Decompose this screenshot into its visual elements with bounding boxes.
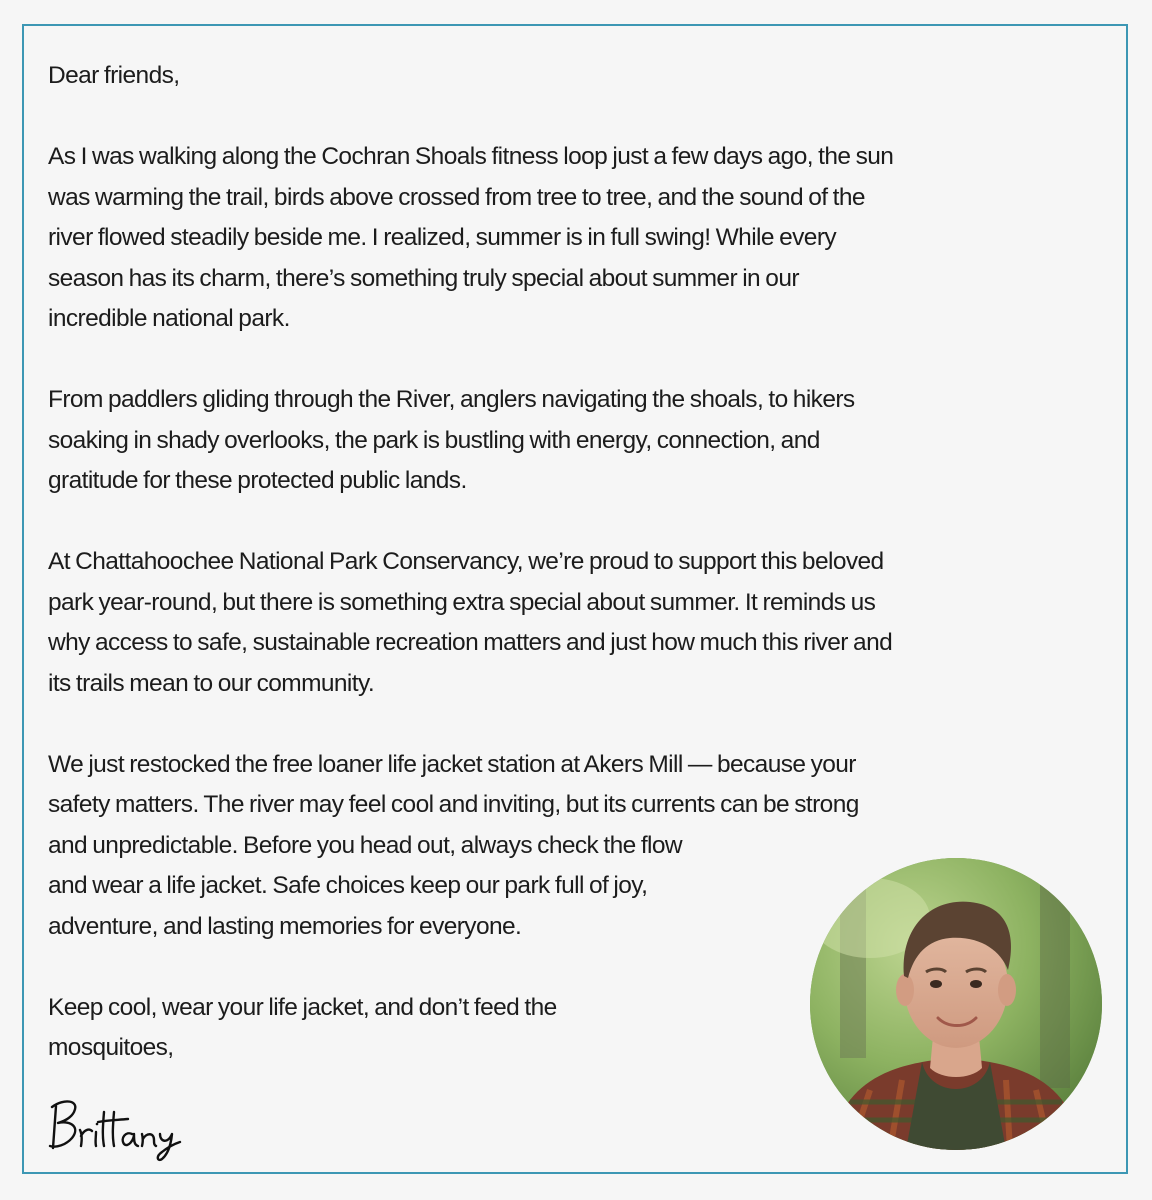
closing-line: Keep cool, wear your life jacket, and don’t feed the <box>48 993 557 1021</box>
closing-line: mosquitoes, <box>48 1034 174 1061</box>
paragraph-3-line: park year-round, but there is something extra special about summer. It reminds us <box>48 588 876 616</box>
paragraph-1-line: As I was walking along the Cochran Shoals fitness loop just a few days ago, the sun <box>48 143 894 170</box>
paragraph-1-line: was warming the trail, birds above crossed from tree to tree, and the sound of the <box>48 183 865 211</box>
paragraph-2 <box>48 380 1108 502</box>
paragraph-3-line: why access to safe, sustainable recreation matters and just how much this river and <box>48 629 893 656</box>
greeting <box>48 56 1108 97</box>
paragraph-3-line: At Chattahoochee National Park Conservancy, we’re proud to support this beloved <box>48 548 884 575</box>
paragraph-4-line: and unpredictable. Before you head out, always check the flow <box>48 831 683 859</box>
paragraph-4-line: adventure, and lasting memories for everyone. <box>48 912 522 940</box>
paragraph-2-line: From paddlers gliding through the River, anglers navigating the shoals, to hikers <box>48 386 855 413</box>
paragraph-1-line: river flowed steadily beside me. I realized, summer is in full swing! While every <box>48 224 837 251</box>
paragraph-2-line: gratitude for these protected public lands. <box>48 467 467 494</box>
paragraph-3 <box>48 542 1108 704</box>
paragraph-4-line: safety matters. The river may feel cool and inviting, but its currents can be strong <box>48 791 859 818</box>
paragraph-4-line: We just restocked the free loaner life jacket station at Akers Mill — because your <box>48 750 856 778</box>
paragraph-1-line: incredible national park. <box>48 305 290 332</box>
paragraph-2-line: soaking in shady overlooks, the park is bustling with energy, connection, and <box>48 426 820 454</box>
paragraph-3-line: its trails mean to our community. <box>48 669 375 697</box>
paragraph-1-line: season has its charm, there’s something truly special about summer in our <box>48 264 799 292</box>
author-portrait-photo <box>810 858 1102 1150</box>
greeting-text: Dear friends, <box>48 62 180 89</box>
paragraph-4-line: and wear a life jacket. Safe choices keep our park full of joy, <box>48 872 648 899</box>
signature-image <box>46 1090 206 1162</box>
paragraph-1 <box>48 137 1108 340</box>
